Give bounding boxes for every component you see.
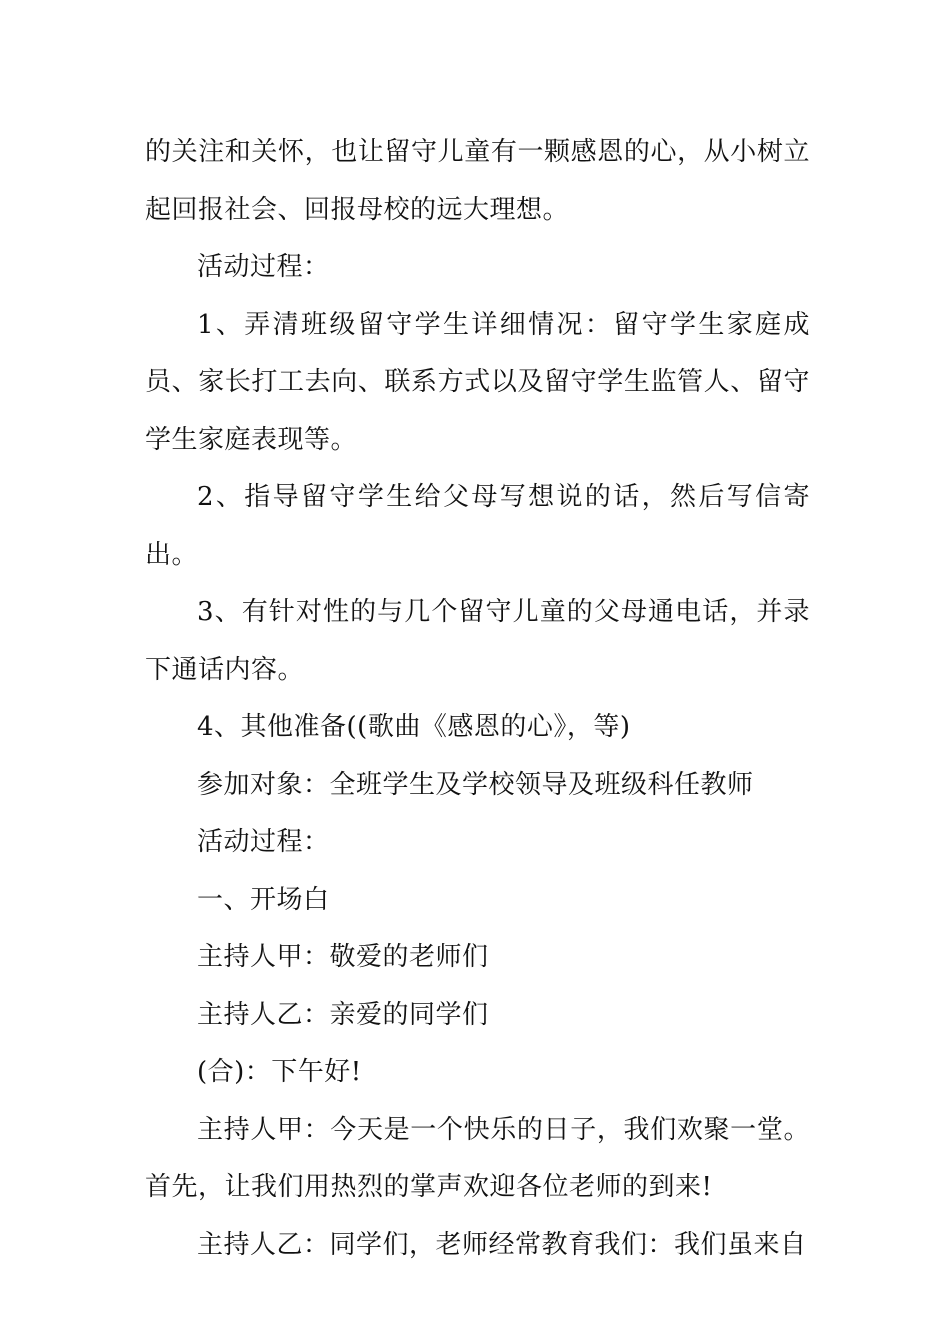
paragraph-10: 主持人甲：敬爱的老师们 [197, 942, 489, 972]
paragraph-4: 2、指导留守学生给父母写想说的话，然后写信寄出。 [145, 482, 810, 570]
paragraph-1: 的关注和关怀，也让留守儿童有一颗感恩的心，从小树立起回报社会、回报母校的远大理想。 [145, 137, 810, 225]
paragraph-13: 主持人甲：今天是一个快乐的日子，我们欢聚一堂。首先，让我们用热烈的掌声欢迎各位老师的到来! [145, 1114, 810, 1202]
document-body [145, 124, 810, 1274]
paragraph-5: 3、有针对性的与几个留守儿童的父母通电话，并录下通话内容。 [145, 597, 810, 685]
paragraph-11: 主持人乙：亲爱的同学们 [197, 999, 489, 1030]
paragraph-8: 活动过程： [197, 827, 330, 857]
paragraph-14: 主持人乙：同学们，老师经常教育我们：我们虽来自 [197, 1229, 807, 1260]
paragraph-6: 4、其他准备((歌曲《感恩的心》，等) [197, 712, 631, 742]
paragraph-9: 一、开场白 [197, 884, 330, 915]
paragraph-2: 活动过程： [197, 252, 330, 282]
paragraph-3: 1、弄清班级留守学生详细情况：留守学生家庭成员、家长打工去向、联系方式以及留守学生监管人、留守学生家庭表现等。 [145, 309, 810, 455]
paragraph-12: (合)：下午好! [197, 1057, 362, 1087]
paragraph-7: 参加对象：全班学生及学校领导及班级科任教师 [197, 769, 754, 800]
